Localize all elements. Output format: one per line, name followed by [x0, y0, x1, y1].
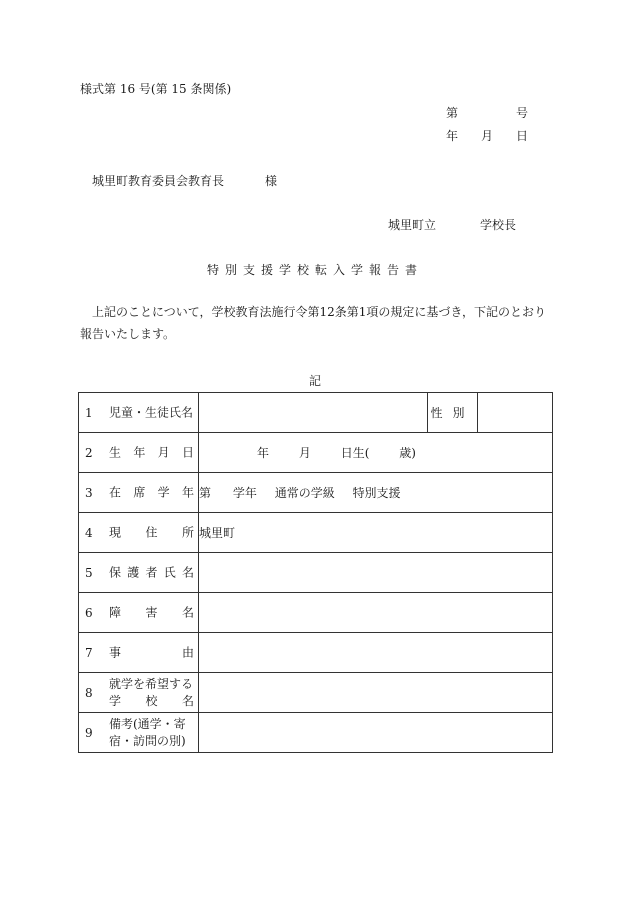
remarks-field[interactable]	[199, 713, 553, 753]
row-number: 7	[85, 645, 93, 660]
grade-prefix: 第	[199, 486, 212, 500]
report-table	[78, 392, 553, 753]
document-title: 特別支援学校転入学報告書	[206, 263, 423, 277]
row-label-cell	[79, 473, 199, 513]
grade-field[interactable]	[199, 473, 553, 513]
row-number: 6	[85, 605, 93, 620]
table-row	[79, 633, 553, 673]
table-row	[79, 433, 553, 473]
sender-role: 学校長	[480, 218, 517, 232]
guardian-name-field[interactable]	[199, 553, 553, 593]
age-suffix: 歳)	[399, 446, 416, 460]
ki-heading: 記	[308, 374, 321, 388]
row-number: 5	[85, 565, 93, 580]
table-row	[79, 513, 553, 553]
table-row	[79, 593, 553, 633]
row-label: 現 住 所	[109, 525, 194, 539]
table-row	[79, 473, 553, 513]
regular-class-label: 通常の学級	[274, 486, 335, 500]
sex-field[interactable]	[478, 393, 553, 433]
date-year-label: 年	[446, 129, 459, 143]
document-number-label: 第	[446, 106, 459, 120]
addressee-name: 城里町教育委員会教育長	[92, 174, 225, 188]
row-number: 3	[85, 485, 93, 500]
grade-suffix: 学年	[232, 486, 257, 500]
sender-town: 城里町立	[388, 218, 437, 232]
row-label-cell	[79, 633, 199, 673]
row-number: 1	[85, 405, 93, 420]
birth-year-label: 年	[257, 446, 270, 460]
row-label: 事 由	[109, 645, 194, 659]
desired-school-field[interactable]	[199, 673, 553, 713]
birth-date-field[interactable]	[199, 433, 553, 473]
row-label: 就学を希望する 学 校 名	[109, 676, 194, 708]
disability-name-field[interactable]	[199, 593, 553, 633]
row-label: 在 席 学 年	[109, 485, 194, 499]
body-text: 上記のことについて，学校教育法施行令第12条第1項の規定に基づき，下記のとおり報告いたします。	[80, 305, 546, 341]
row-label-cell	[79, 393, 199, 433]
row-label-cell	[79, 433, 199, 473]
row-label: 生 年 月 日	[109, 445, 194, 459]
row-label-cell	[79, 593, 199, 633]
date-month-label: 月	[481, 129, 494, 143]
birth-month-label: 月	[298, 446, 311, 460]
table-row	[79, 553, 553, 593]
birth-day-age-label: 日生(	[340, 446, 370, 460]
row-number: 8	[85, 685, 93, 700]
sex-label: 性別	[428, 393, 478, 433]
special-support-label: 特別支援	[352, 486, 401, 500]
form-number: 様式第 16 号(第 15 条関係)	[80, 82, 232, 96]
row-number: 4	[85, 525, 93, 540]
student-name-field[interactable]	[199, 393, 428, 433]
row-label-cell	[79, 513, 199, 553]
table-row	[79, 713, 553, 753]
table-row	[79, 673, 553, 713]
row-number: 2	[85, 445, 93, 460]
row-label-cell	[79, 673, 199, 713]
document-number-suffix: 号	[516, 106, 529, 120]
row-number: 9	[85, 725, 93, 740]
row-label: 保 護 者 氏 名	[109, 565, 194, 579]
row-label: 児童・生徒氏名	[109, 405, 194, 419]
row-label: 備考(通学・寄 宿・訪問の別)	[109, 716, 186, 748]
address-value: 城里町	[199, 526, 236, 540]
table-row	[79, 393, 553, 433]
row-label-cell	[79, 713, 199, 753]
reason-field[interactable]	[199, 633, 553, 673]
address-field[interactable]	[199, 513, 553, 553]
row-label: 障 害 名	[109, 605, 194, 619]
addressee-honorific: 様	[265, 174, 278, 188]
date-day-label: 日	[516, 129, 529, 143]
row-label-cell	[79, 553, 199, 593]
